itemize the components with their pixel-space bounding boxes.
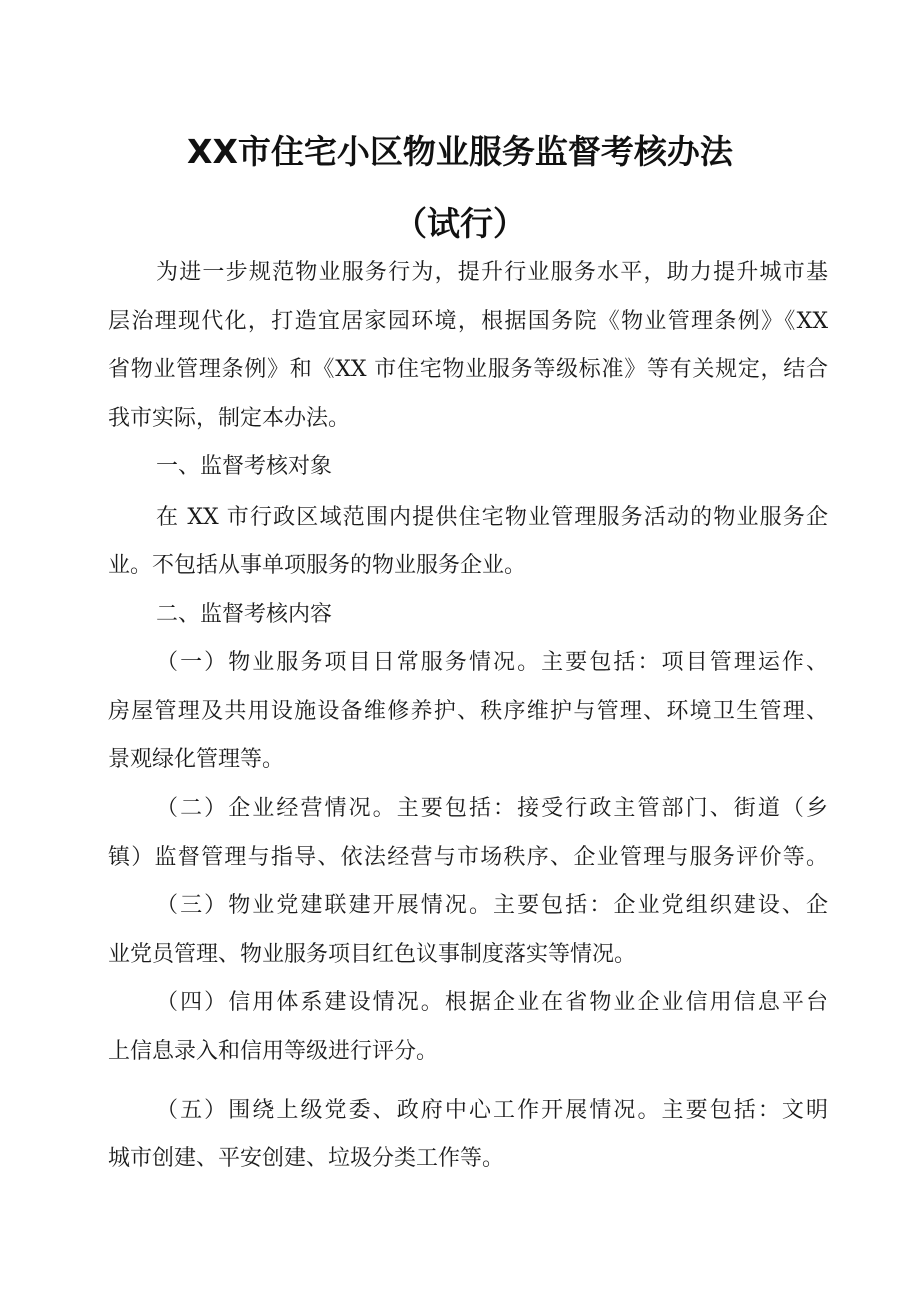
paragraph-line: （五）围绕上级党委、政府中心工作开展情况。主要包括：文明 — [156, 1098, 828, 1123]
paragraph-line: （四）信用体系建设情况。根据企业在省物业企业信用信息平台 — [156, 990, 828, 1015]
paragraph-line: （一）物业服务项目日常服务情况。主要包括：项目管理运作、 — [156, 650, 828, 675]
paragraph-line: （三）物业党建联建开展情况。主要包括：企业党组织建设、企 — [156, 893, 828, 918]
paragraph-line: 上信息录入和信用等级进行评分。 — [108, 1039, 439, 1064]
paragraph-line: 层治理现代化，打造宜居家园环境，根据国务院《物业管理条例》《XX — [108, 309, 828, 334]
section-heading: 二、监督考核内容 — [156, 602, 333, 627]
document-subtitle: （试行） — [394, 204, 526, 243]
paragraph-line: 房屋管理及共用设施设备维修养护、秩序维护与管理、环境卫生管理、 — [108, 699, 828, 724]
paragraph-line: 省物业管理条例》和《XX 市住宅物业服务等级标准》等有关规定，结合 — [108, 357, 828, 382]
paragraph-line: （二）企业经营情况。主要包括：接受行政主管部门、街道（乡 — [156, 796, 828, 821]
paragraph-line: 镇）监督管理与指导、依法经营与市场秩序、企业管理与服务评价等。 — [108, 845, 828, 870]
section-heading: 一、监督考核对象 — [156, 454, 333, 479]
paragraph-line: 业党员管理、物业服务项目红色议事制度落实等情况。 — [108, 942, 637, 967]
paragraph-line: 景观绿化管理等。 — [108, 747, 285, 772]
paragraph-line: 为进一步规范物业服务行为，提升行业服务水平，助力提升城市基 — [156, 260, 828, 285]
paragraph-line: 城市创建、平安创建、垃圾分类工作等。 — [108, 1146, 505, 1171]
paragraph-line: 业。不包括从事单项服务的物业服务企业。 — [108, 553, 527, 578]
paragraph-line: 我市实际，制定本办法。 — [108, 406, 351, 431]
paragraph-line: 在 XX 市行政区域范围内提供住宅物业管理服务活动的物业服务企 — [156, 505, 828, 530]
document-title: XX市住宅小区物业服务监督考核办法 — [187, 132, 733, 171]
